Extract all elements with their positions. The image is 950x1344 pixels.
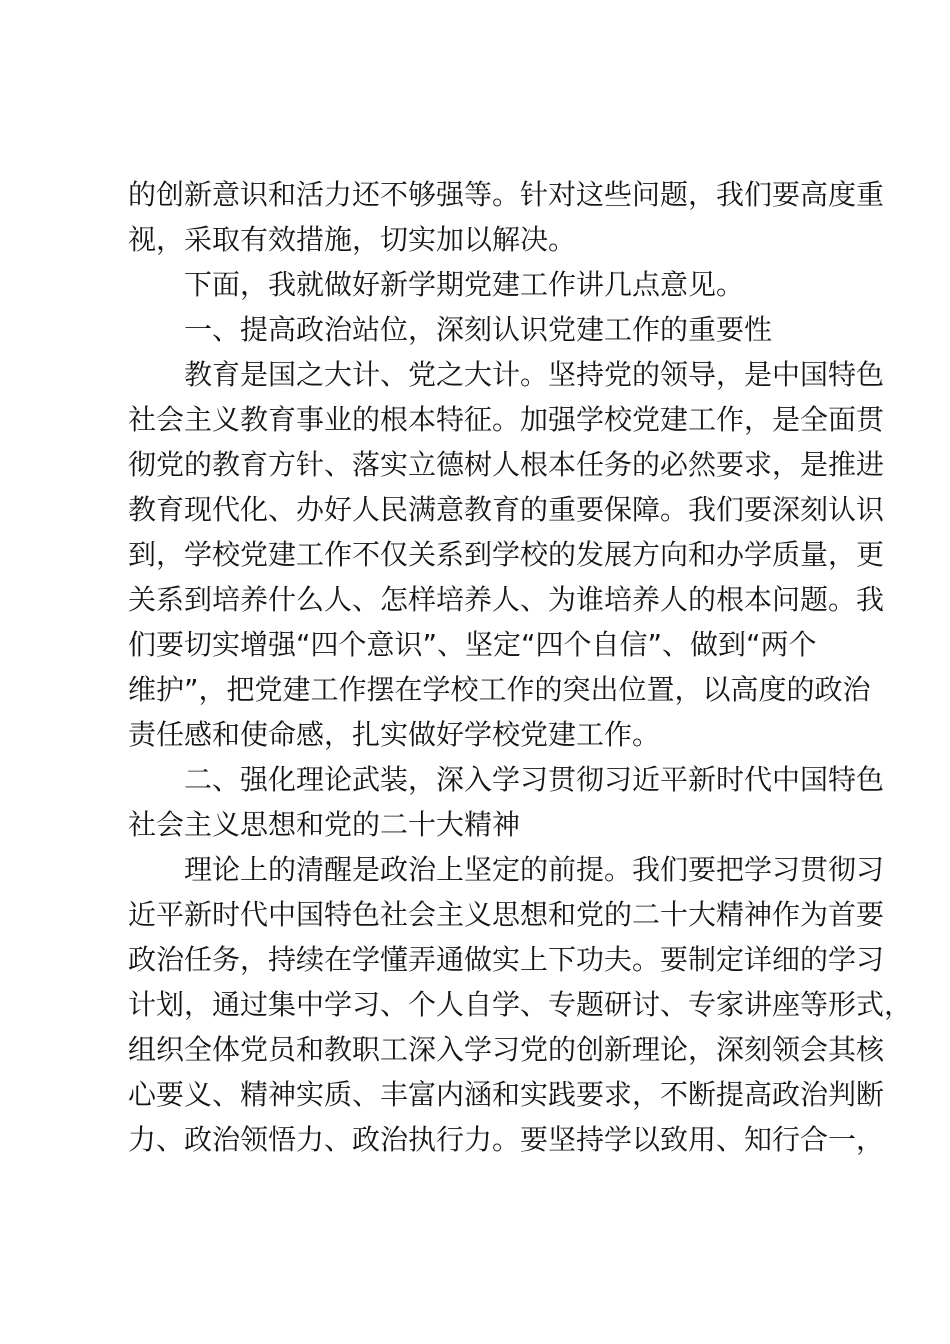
- text-line: 理论上的清醒是政治上坚定的前提。我们要把学习贯彻习: [184, 853, 885, 886]
- text-line: 计划，通过集中学习、个人自学、专题研讨、专家讲座等形式，: [128, 988, 913, 1021]
- text-line: 们要切实增强“四个意识”、坚定“四个自信”、做到“两个: [128, 628, 817, 661]
- text-line: 下面，我就做好新学期党建工作讲几点意见。: [184, 268, 745, 301]
- text-line: 心要义、精神实质、丰富内涵和实践要求，不断提高政治判断: [128, 1078, 885, 1111]
- text-line: 社会主义教育事业的根本特征。加强学校党建工作，是全面贯: [128, 403, 885, 436]
- text-line: 政治任务，持续在学懂弄通做实上下功夫。要制定详细的学习: [128, 943, 885, 976]
- text-line: 近平新时代中国特色社会主义思想和党的二十大精神作为首要: [128, 898, 885, 931]
- text-line: 责任感和使命感，扎实做好学校党建工作。: [128, 718, 661, 751]
- section-heading-2: 二、强化理论武装，深入学习贯彻习近平新时代中国特色: [184, 763, 885, 796]
- text-line: 的创新意识和活力还不够强等。针对这些问题，我们要高度重: [128, 178, 885, 211]
- text-line: 教育现代化、办好人民满意教育的重要保障。我们要深刻认识: [128, 493, 885, 526]
- text-line: 视，采取有效措施，切实加以解决。: [128, 223, 577, 256]
- text-line: 力、政治领悟力、政治执行力。要坚持学以致用、知行合一，: [128, 1123, 885, 1156]
- text-line: 关系到培养什么人、怎样培养人、为谁培养人的根本问题。我: [128, 583, 885, 616]
- text-line: 维护”，把党建工作摆在学校工作的突出位置，以高度的政治: [128, 673, 871, 706]
- section-heading-2-continued: 社会主义思想和党的二十大精神: [128, 808, 521, 841]
- section-heading-1: 一、提高政治站位，深刻认识党建工作的重要性: [184, 313, 773, 346]
- text-line: 组织全体党员和教职工深入学习党的创新理论，深刻领会其核: [128, 1033, 885, 1066]
- text-line: 教育是国之大计、党之大计。坚持党的领导，是中国特色: [184, 358, 885, 391]
- text-line: 彻党的教育方针、落实立德树人根本任务的必然要求，是推进: [128, 448, 885, 481]
- text-line: 到，学校党建工作不仅关系到学校的发展方向和办学质量，更: [128, 538, 885, 571]
